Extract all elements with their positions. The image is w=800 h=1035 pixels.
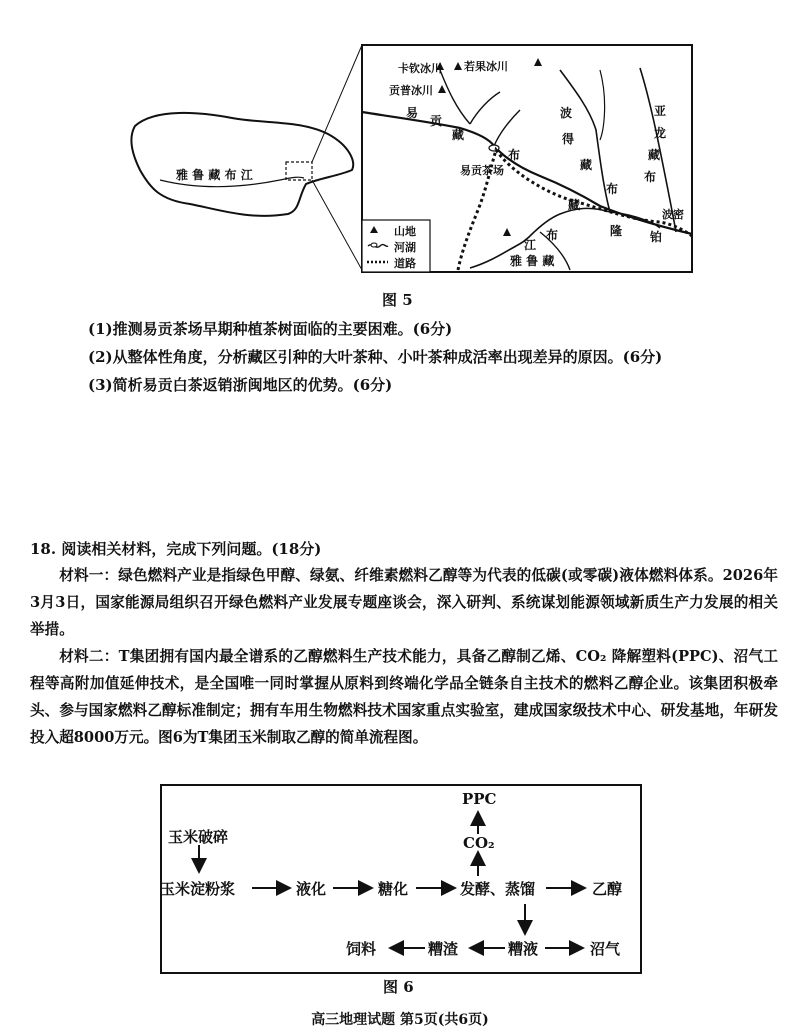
legend-mountain-label: 山地 bbox=[394, 225, 416, 238]
label-bu4: 布 bbox=[546, 228, 559, 242]
node-corn-crush: 玉米破碎 bbox=[168, 828, 229, 846]
label-bu2: 布 bbox=[644, 170, 657, 184]
node-ethanol: 乙醇 bbox=[592, 880, 623, 898]
label-gongzha-glacier: 贡普冰川 bbox=[389, 84, 433, 97]
label-ya: 亚 bbox=[654, 104, 667, 118]
label-bomi: 波密 bbox=[662, 208, 684, 221]
question17-1: (1)推测易贡茶场早期种植茶树面临的主要困难。(6分) bbox=[88, 320, 453, 338]
figure6-caption: 图 6 bbox=[383, 978, 414, 996]
label-yigong-tea-farm: 易贡茶场 bbox=[460, 164, 504, 177]
material2-text: 材料二：T集团拥有国内最全谱系的乙醇燃料生产技术能力，具备乙醇制乙烯、CO₂ 降解塑料(PPC)、沼气工程等高附加值延伸技术，是全国唯一同时掌握从原料到终端化学品全链条自主技术的燃料乙醇企业。该集团积极牵头、参与国家燃料乙醇标准制定；拥有车用生物燃料技术国家重点实验室，建成国家级技术中心、研发基地，年研发投入超8000万元。图6为T集团玉米制取乙醇的简单流程图。 bbox=[30, 648, 778, 746]
label-bu1: 布 bbox=[508, 148, 521, 162]
label-yarlung: 雅 鲁 藏 bbox=[510, 254, 555, 268]
node-stillage: 糟液 bbox=[508, 940, 539, 958]
label-zang3: 藏 bbox=[648, 148, 661, 162]
label-de: 得 bbox=[562, 132, 575, 146]
label-yi: 易 bbox=[406, 106, 419, 120]
label-ruoguo-glacier: 若果冰川 bbox=[464, 60, 508, 73]
legend-road-label: 道路 bbox=[394, 257, 416, 270]
label-long2: 隆 bbox=[610, 224, 623, 238]
node-biogas: 沼气 bbox=[590, 940, 621, 958]
figure5-caption: 图 5 bbox=[382, 291, 413, 309]
question17-2: (2)从整体性角度，分析藏区引种的大叶茶种、小叶茶种成活率出现差异的原因。(6分) bbox=[88, 348, 663, 366]
label-bo: 波 bbox=[560, 106, 573, 120]
node-saccharify: 糖化 bbox=[378, 880, 409, 898]
page-footer: 高三地理试题 第5页(共6页) bbox=[311, 1012, 489, 1028]
label-jiang: 江 bbox=[524, 238, 537, 252]
label-gong: 贡 bbox=[430, 114, 443, 128]
question17-3: (3)简析易贡白茶返销浙闽地区的优势。(6分) bbox=[88, 376, 393, 394]
node-ferment: 发酵、蒸馏 bbox=[460, 880, 536, 898]
label-zang4: 藏 bbox=[568, 198, 581, 212]
label-bo2: 铂 bbox=[650, 230, 663, 244]
label-long: 龙 bbox=[654, 126, 667, 140]
node-feed: 饲料 bbox=[346, 940, 377, 958]
node-liquefy: 液化 bbox=[296, 880, 327, 898]
node-co2: CO₂ bbox=[463, 834, 495, 852]
label-zang1: 藏 bbox=[452, 128, 465, 142]
node-corn-starch: 玉米淀粉浆 bbox=[160, 880, 236, 898]
question18-title: 18. 阅读相关材料，完成下列问题。(18分) bbox=[30, 540, 322, 558]
node-ppc: PPC bbox=[462, 790, 497, 808]
node-residue: 糟渣 bbox=[428, 940, 459, 958]
label-inset-river: 雅 鲁 藏 布 江 bbox=[176, 168, 253, 182]
label-bu3: 布 bbox=[606, 182, 619, 196]
label-zang2: 藏 bbox=[580, 158, 593, 172]
legend-river-label: 河湖 bbox=[394, 241, 416, 254]
material1-text: 材料一：绿色燃料产业是指绿色甲醇、绿氨、纤维素燃料乙醇等为代表的低碳(或零碳)液体燃料体系。2026年3月3日，国家能源局组织召开绿色燃料产业发展专题座谈会，深入研判、系统谋划能源领域新质生产力发展的相关举措。 bbox=[30, 567, 778, 638]
label-karqin-glacier: 卡钦冰川 bbox=[398, 62, 442, 75]
